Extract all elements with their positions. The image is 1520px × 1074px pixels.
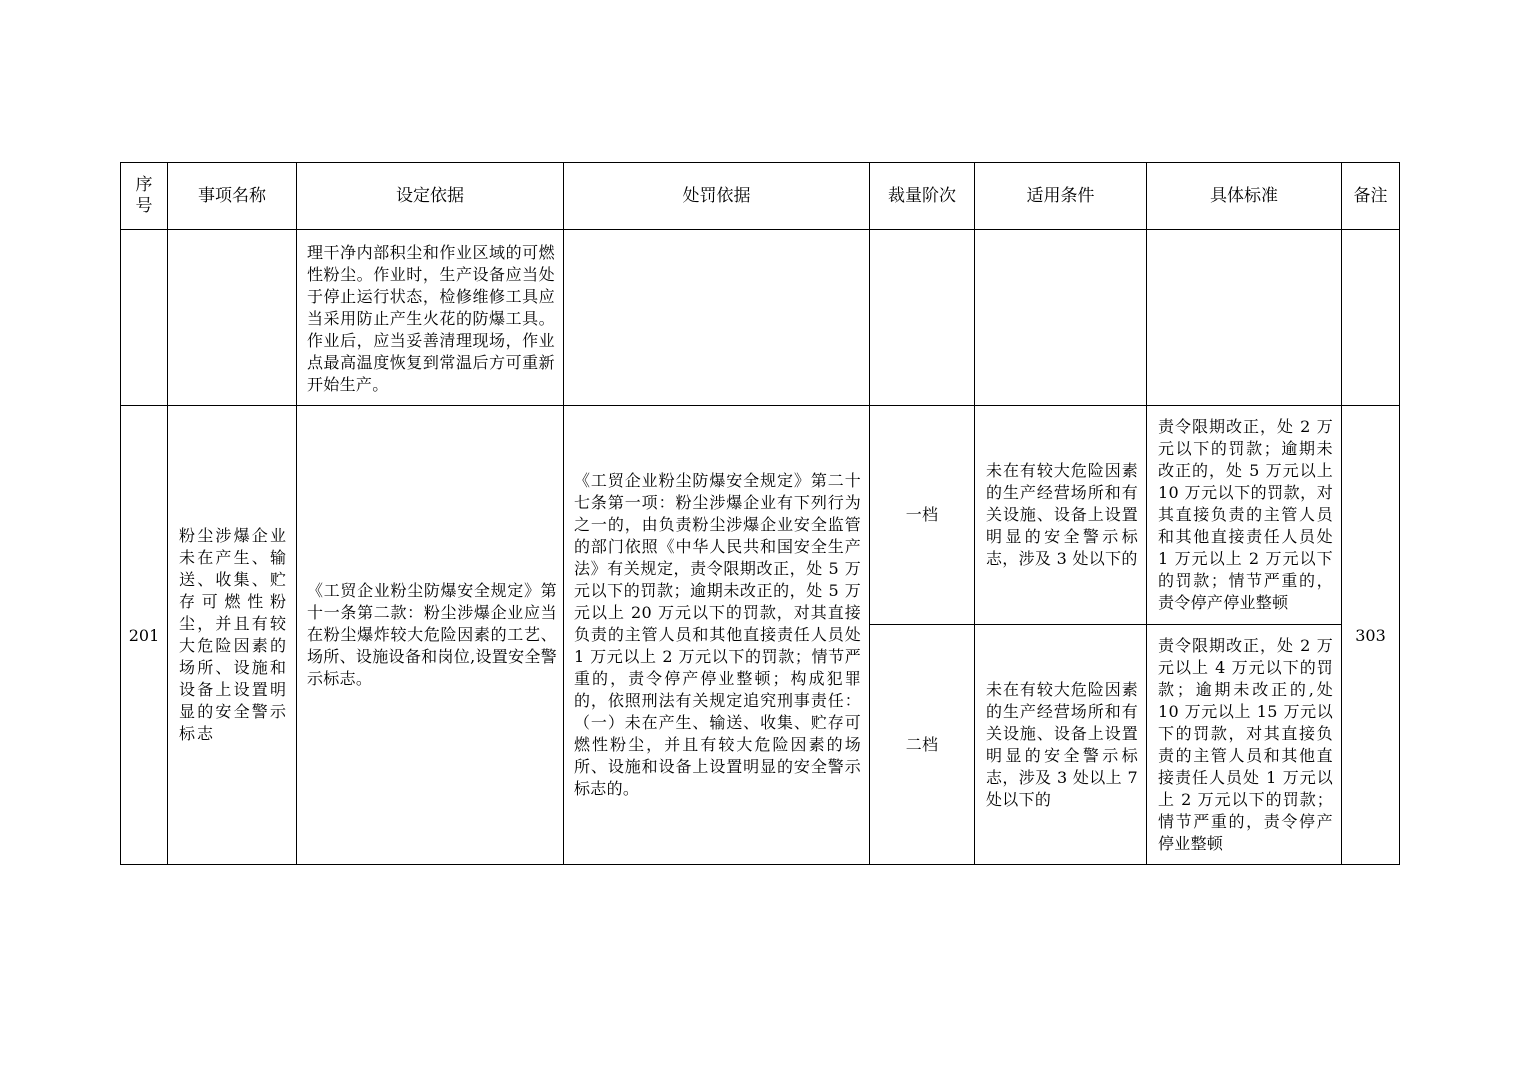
table-row <box>121 406 1400 625</box>
header-standard: 具体标准 <box>1147 163 1342 230</box>
row-penalty-basis: 《工贸企业粉尘防爆安全规定》第二十七条第一项：粉尘涉爆企业有下列行为之一的，由负责粉尘涉爆企业安全监管的部门依照《中华人民共和国安全生产法》有关规定，责令限期改正，处 5 万元以下的罚款；逾期未改正的，处 5 万元以上 20 万元以下的罚款，对其直接负责的主管人员和其他直接责任人员处 1 万元以上 2 万元以下的罚款；情节严重的，责令停产停业整顿；构成犯罪的，依照刑法有关规定追究刑事责任：（一）未在产生、输送、收集、贮存可燃性粉尘，并且有较大危险因素的场所、设施和设备上设置明显的安全警示标志的。 <box>574 471 861 798</box>
tier-2-level-cell <box>870 625 975 865</box>
header-basis: 设定依据 <box>297 163 564 230</box>
continued-seq-cell <box>121 230 168 406</box>
tier-1-condition: 未在有较大危险因素的生产经营场所和有关设施、设备上设置明显的安全警示标志，涉及 3 处以下的 <box>986 461 1138 568</box>
header-condition: 适用条件 <box>975 163 1147 230</box>
tier-1-level: 一档 <box>905 505 939 524</box>
row-seq: 201 <box>128 625 160 645</box>
header-seq: 序号 <box>121 163 168 230</box>
tier-2-standard: 责令限期改正，处 2 万元以上 4 万元以下的罚款；逾期未改正的,处 10 万元以上 15 万元以下的罚款，对其直接负责的主管人员和其他直接责任人员处 1 万元以上 2 万元以下的罚款；情节严重的，责令停产停业整顿 <box>1158 635 1333 853</box>
header-penalty-basis: 处罚依据 <box>564 163 870 230</box>
tier-2-condition: 未在有较大危险因素的生产经营场所和有关设施、设备上设置明显的安全警示标志，涉及 3 处以上 7 处以下的 <box>986 679 1138 809</box>
tier-2-level: 二档 <box>905 734 939 754</box>
row-item-name-cell <box>168 406 297 865</box>
continued-remark-cell <box>1342 230 1400 406</box>
row-basis-cell <box>297 406 564 865</box>
header-level: 裁量阶次 <box>870 163 975 230</box>
penalty-standard-table-page <box>120 162 1399 864</box>
tier-2-condition-cell <box>975 625 1147 865</box>
tier-1-standard: 责令限期改正，处 2 万元以下的罚款；逾期未改正的，处 5 万元以上 10 万元以下的罚款，对其直接负责的主管人员和其他直接责任人员处 1 万元以上 2 万元以下的罚款；情节严重的，责令停产停业整顿 <box>1158 417 1333 612</box>
row-remark-cell <box>1342 406 1400 865</box>
header-item-name: 事项名称 <box>168 163 297 230</box>
continued-level-cell <box>870 230 975 406</box>
header-row <box>121 163 1400 230</box>
row-seq-cell <box>121 406 168 865</box>
continued-penalty-cell <box>564 230 870 406</box>
row-basis: 《工贸企业粉尘防爆安全规定》第十一条第二款：粉尘涉爆企业应当在粉尘爆炸较大危险因素的工艺、场所、设施设备和岗位,设置安全警示标志。 <box>307 581 557 688</box>
continued-basis-cell <box>297 230 564 406</box>
row-penalty-basis-cell <box>564 406 870 865</box>
tier-2-standard-cell <box>1147 625 1342 865</box>
continued-row <box>121 230 1400 406</box>
continued-item-cell <box>168 230 297 406</box>
row-item-name: 粉尘涉爆企业未在产生、输送、收集、贮存可燃性粉尘，并且有较大危险因素的场所、设施和设备上设置明显的安全警示标志 <box>179 526 288 743</box>
tier-1-condition-cell <box>975 406 1147 625</box>
continued-condition-cell <box>975 230 1147 406</box>
penalty-standard-table <box>120 162 1400 865</box>
row-remark: 303 <box>1355 625 1386 645</box>
tier-1-standard-cell <box>1147 406 1342 625</box>
tier-1-level-cell <box>870 406 975 625</box>
continued-standard-cell <box>1147 230 1342 406</box>
header-remark: 备注 <box>1342 163 1400 230</box>
continued-basis-text: 理干净内部积尘和作业区域的可燃性粉尘。作业时，生产设备应当处于停止运行状态，检修维修工具应当采用防止产生火花的防爆工具。作业后，应当妥善清理现场，作业点最高温度恢复到常温后方可重新开始生产。 <box>307 242 555 394</box>
